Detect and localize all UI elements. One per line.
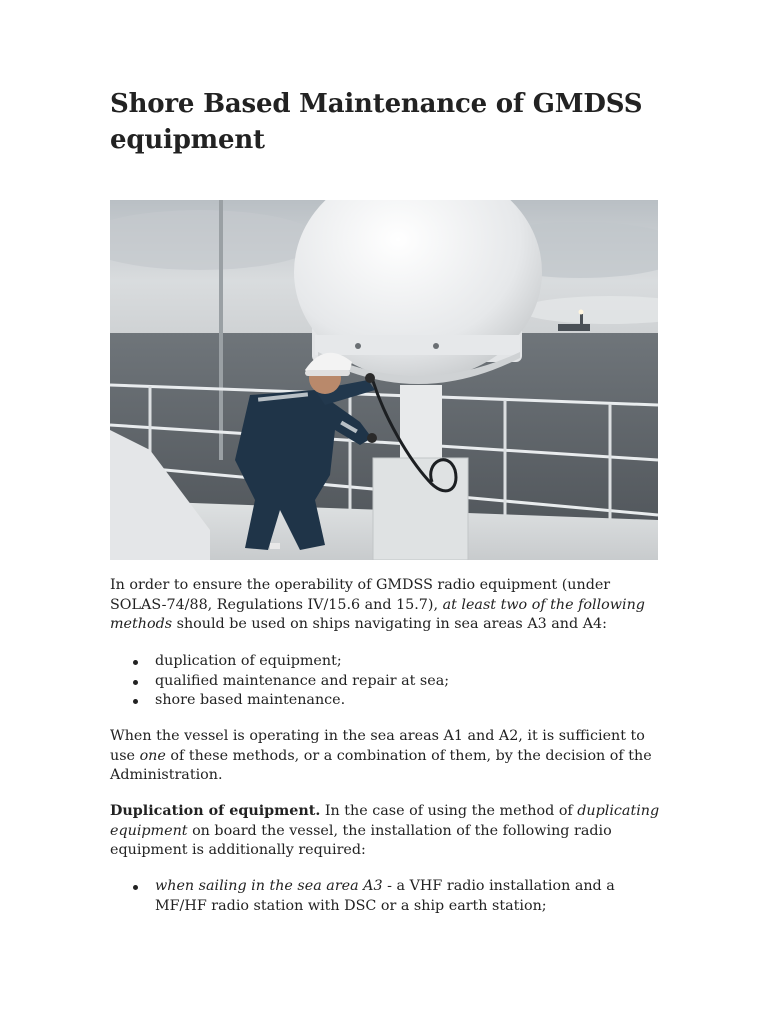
intro-text-end: should be used on ships navigating in sea areas A3 and A4:	[172, 616, 607, 632]
sea-areas-text-end: of these methods, or a combination of them, by the decision of the Administration.	[110, 747, 652, 783]
list-item: qualified maintenance and repair at sea;	[110, 672, 670, 692]
sea-areas-text: When the vessel is operating in the sea areas A1 and A2, it is sufficient to use	[110, 728, 645, 764]
page-title: Shore Based Maintenance of GMDSS equipment	[110, 89, 643, 155]
requirements-list	[110, 877, 670, 916]
intro-paragraph	[110, 576, 670, 635]
intro-emphasis: at least two of the following methods	[110, 596, 645, 632]
methods-list-block	[110, 652, 670, 711]
list-item: shore based maintenance.	[110, 691, 670, 711]
duplication-heading: Duplication of equipment.	[110, 803, 321, 819]
article-photo	[110, 200, 658, 560]
duplication-paragraph	[110, 802, 670, 861]
requirements-list-block	[110, 877, 670, 916]
methods-list	[110, 652, 670, 711]
sea-areas-paragraph	[110, 727, 670, 786]
list-item: duplication of equipment;	[110, 652, 670, 672]
duplication-emphasis: duplicating equipment	[110, 803, 660, 839]
duplication-text: In the case of using the method of	[320, 803, 578, 819]
intro-text: In order to ensure the operability of GMDSS radio equipment (under SOLAS-74/88, Regulations IV/15.6 and 15.7),	[110, 577, 611, 613]
list-item-text: - a VHF radio installation and a MF/HF radio station with DSC or a ship earth station;	[155, 878, 615, 914]
list-item-emphasis: when sailing in the sea area A3	[155, 878, 383, 894]
sea-areas-emphasis: one	[139, 747, 166, 764]
duplication-text-end: on board the vessel, the installation of the following radio equipment is additionally required:	[110, 822, 612, 858]
list-item	[110, 877, 670, 916]
